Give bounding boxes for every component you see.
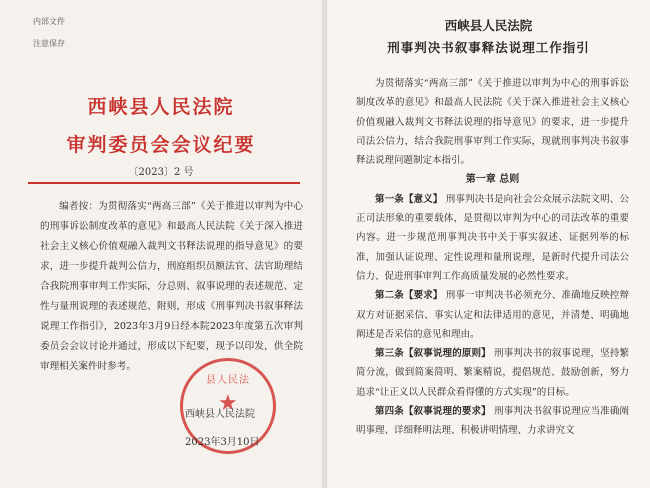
article-paragraph (356, 344, 629, 402)
article-label: 第四条【叙事说理的要求】 (375, 406, 491, 418)
signature-date: 2023年3月10日 (185, 437, 260, 448)
intro-paragraph: 为贯彻落实“两高三部”《关于推进以审判为中心的刑事诉讼制度改革的意见》和最高人民法院《关于深入推进社会主义核心价值观融入裁判文书释法说理的指导意见》的要求，进一步提升司法公信力，结合我院刑事审判工作实际，现就刑事判决书叙事释法说理问题制定本指引。 (356, 78, 629, 167)
internal-document-label: 内部文件 (33, 17, 65, 26)
red-divider-line (28, 182, 300, 184)
seal-star-icon: ★ (218, 391, 238, 416)
article-text: 刑事判决书是向社会公众展示法院文明、公正司法形象的重要载体，是贯彻以审判为中心的司法改革的重要内容。进一步规范刑事判决书中关于事实叙述、证据列举的标准，加强认证说理、定性说理和量刑说理，是新时代提升司法公信力、促进刑事审判工作高质量发展的必然性要求。 (356, 193, 629, 282)
signature-court-name: 西峡县人民法院 (185, 409, 255, 420)
seal-text: 县人民法 (206, 375, 250, 386)
guideline-body (356, 74, 629, 441)
article-label: 第一条【意义】 (375, 193, 443, 205)
article-text: 刑事一审判决书必须充分、准确地反映控辩双方对证据采信、事实认定和法律适用的意见，并清楚、明确地阐述是否采信的意见和理由。 (356, 290, 629, 340)
guideline-court-name: 西峡县人民法院 (444, 18, 533, 33)
minutes-title: 审判委员会会议纪要 (66, 134, 256, 156)
article-text: 刑事判决书的叙事说理，坚持繁简分流，做到简案简明、繁案精说，提倡规范、鼓励创新，努力追求“让正义以人民群众看得懂的方式实现”的目标。 (356, 348, 629, 398)
court-name-heading: 西峡县人民法院 (87, 96, 235, 118)
keep-safe-label: 注意保存 (33, 39, 65, 48)
article-text: 刑事判决书叙事说理应当准确阐明事理、详细释明法理、积极讲明情理、力求讲究文 (356, 406, 629, 437)
article-paragraph (356, 286, 629, 344)
guideline-title: 刑事判决书叙事释法说理工作指引 (387, 40, 590, 55)
editor-note-paragraph: 编者按：为贯彻落实“两高三部”《关于推进以审判为中心的刑事诉讼制度改革的意见》和最高人民法院《关于深入推进社会主义核心价值观融入裁判文书释法说理的指导意见》的要求，进一步提升裁判公信力，刑庭组织员额法官、法官助理结合我院刑事审判工作实际，分总则、叙事说理的表述规范、定性与量刑说理的表述规范、附则，形成《刑事判决书叙事释法说理工作指引》，2023年3月9日经本院2023年度第五次审判委员会会议讨论并通过，形成以下纪要，现予以印发，供全院审理相关案件时参考。 (40, 201, 303, 372)
left-page (0, 0, 322, 488)
document-number: 〔2023〕2 号 (128, 167, 194, 178)
article-label: 第三条【叙事说理的原则】 (375, 348, 491, 360)
right-page (327, 0, 650, 488)
chapter-heading: 第一章 总则 (465, 174, 520, 186)
article-paragraph (356, 402, 629, 441)
article-paragraph (356, 190, 629, 286)
article-label: 第二条【要求】 (375, 290, 443, 302)
